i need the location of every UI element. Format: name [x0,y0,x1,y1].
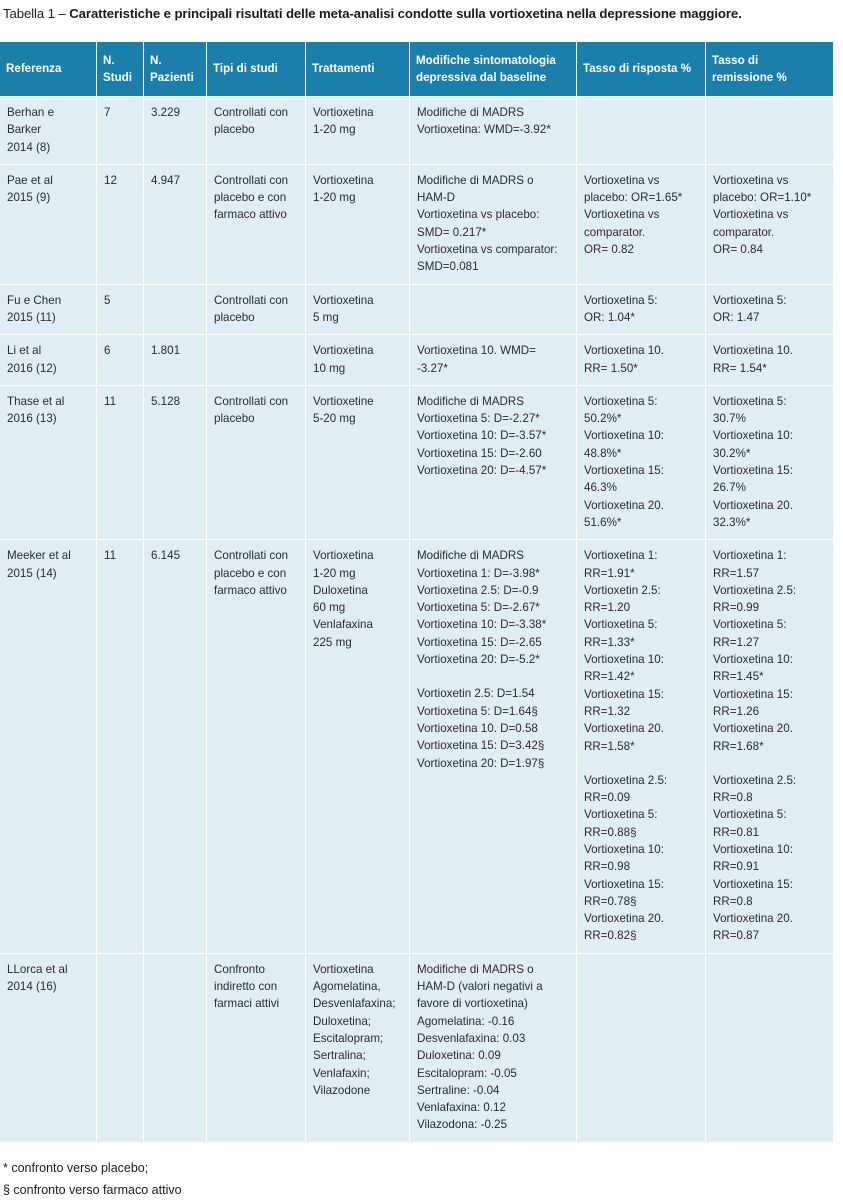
cell-line: Vortioxetina 5: [584,618,658,632]
cell-line: Meeker et al [7,549,71,563]
cell-line: RR=1.58* [584,739,635,753]
cell-line: RR=0.88§ [584,825,637,839]
cell-line: Vortioxetine [313,394,374,408]
cell-line: placebo: OR=1.65* [584,191,683,205]
cell-tipi-di-studi [206,334,305,385]
cell-line: Vortioxetina [313,344,374,358]
cell-line: Vortioxetina 10: [584,429,664,443]
cell-line: 51.6%* [584,515,622,529]
cell-line: OR: 1.04* [584,310,635,324]
cell-n-studi [96,385,143,539]
cell-modifiche-sintomatologia [409,164,576,284]
cell-tasso-di-risposta [576,96,705,164]
cell-line: Vortioxetina 10: [713,429,793,443]
cell-line: Vortioxetina 20. [584,722,664,736]
cell-line: RR=0.87 [713,929,760,943]
cell-tipi-di-studi [206,284,305,335]
cell-line: Vortioxetina 10. WMD= [417,344,536,358]
cell-referenza [0,539,96,953]
cell-tasso-di-remissione [705,96,833,164]
cell-line: Vortioxetina 10: [713,842,793,856]
cell-line: Vortioxetina 15: [713,464,793,478]
cell-line: Controllati con [214,394,289,408]
header-text: Tasso di risposta % [583,62,692,76]
table-row [0,334,833,385]
cell-line: Vortioxetina 2.5: [713,773,797,787]
cell-line: Li et al [7,344,42,358]
cell-line: Fu e Chen [7,293,62,307]
cell-line: 2016 (13) [7,412,57,426]
cell-trattamenti [305,334,409,385]
cell-line: Controllati con [214,549,289,563]
cell-line: RR=0.81 [713,825,760,839]
header-text: Tasso di [712,53,759,67]
cell-referenza [0,164,96,284]
cell-line: 1-20 mg [313,191,356,205]
header-modifiche-sintomatologia [409,42,576,96]
cell-line: Vortioxetina 5: [584,394,658,408]
cell-line: Duloxetina; [313,1014,372,1028]
cell-line: SMD=0.081 [417,260,479,274]
cell-line: 225 mg [313,635,352,649]
header-text: Pazienti [150,71,194,84]
cell-line: Vortioxetina 10: [584,842,664,856]
cell-line: Vortioxetina 5: [713,618,787,632]
cell-line: RR=1.57 [713,566,760,580]
cell-line: RR=0.91 [713,860,760,874]
cell-line: placebo [214,412,255,426]
cell-line: Sertraline: -0.04 [417,1083,500,1097]
cell-line: Barker [7,123,42,137]
cell-line: RR=0.82§ [584,929,637,943]
cell-line: RR=1.20 [584,601,631,615]
header-row [0,42,833,96]
header-text: Modifiche sintomatologia [416,53,556,67]
table-row [0,284,833,335]
header-text: N. [150,53,162,67]
cell-line: 1.801 [151,344,181,358]
cell-line: Vortioxetina 20: D=-4.57* [417,464,547,478]
cell-n-pazienti [143,953,206,1142]
cell-line: Vortioxetina vs comparator: [417,243,558,257]
cell-line: Controllati con [214,173,289,187]
cell-line: 5 mg [313,310,339,324]
cell-line: RR=1.27 [713,635,760,649]
header-tipi-di-studi [206,42,305,96]
cell-tipi-di-studi [206,164,305,284]
cell-line: Vortioxetina 20: D=-5.2* [417,653,540,667]
cell-line: RR=1.91* [584,566,635,580]
cell-modifiche-sintomatologia [409,953,576,1142]
cell-modifiche-sintomatologia [409,539,576,953]
cell-line: Vortioxetina 2.5: [584,773,668,787]
cell-tasso-di-risposta [576,953,705,1142]
cell-line: RR=1.33* [584,635,635,649]
cell-line: Vortioxetina 15: D=3.42§ [417,739,545,753]
cell-line: Vortioxetina 5: D=-2.67* [417,601,540,615]
cell-line: Vortioxetina 10: D=-3.57* [417,429,547,443]
cell-line: HAM-D [417,191,455,205]
cell-line: Vortioxetin 2.5: D=1.54 [417,687,535,701]
cell-line: 2015 (11) [7,310,56,324]
cell-line: 50.2%* [584,412,622,426]
cell-line: Vortioxetina 10. [584,344,664,358]
cell-tipi-di-studi [206,385,305,539]
cell-line: Vortioxetina 2.5: [713,583,797,597]
cell-line: Vortioxetina [313,549,374,563]
cell-line: Venlafaxin; [313,1066,370,1080]
cell-line: Confronto [214,962,265,976]
cell-line: Vortioxetina [313,106,374,119]
header-text: Studi [103,71,132,84]
cell-line: Vortioxetina 20. [713,498,793,512]
cell-line: RR=0.8 [713,791,753,805]
cell-line: Modifiche di MADRS [417,106,524,119]
cell-tasso-di-risposta [576,284,705,335]
cell-line: RR=1.42* [584,670,635,684]
cell-line: 60 mg [313,601,346,615]
cell-line: HAM-D (valori negativi a [417,980,543,994]
table-row [0,164,833,284]
cell-line: RR=1.26 [713,704,760,718]
cell-line: RR=1.45* [713,670,764,684]
cell-line: 46.3% [584,481,617,495]
cell-line: Agomelatina, [313,980,381,994]
cell-line: RR=1.68* [713,739,764,753]
header-tasso-di-remissione [705,42,833,96]
cell-line: Vilazodone [313,1083,371,1097]
header-text: remissione % [712,71,787,84]
cell-modifiche-sintomatologia [409,334,576,385]
cell-tasso-di-risposta [576,385,705,539]
cell-line: Vortioxetina 10: D=-3.38* [417,618,547,632]
cell-line: favore di vortioxetina) [417,997,528,1011]
header-referenza [0,42,96,96]
cell-referenza [0,334,96,385]
cell-line: Venlafaxina [313,618,373,632]
cell-line: placebo e con [214,566,287,580]
cell-referenza [0,385,96,539]
cell-line: Vortioxetina 5: D=-2.27* [417,412,540,426]
cell-line: Desvenlafaxina: 0.03 [417,1031,526,1045]
cell-line: 1-20 mg [313,566,356,580]
table-row [0,385,833,539]
cell-line: 5.128 [151,394,181,408]
cell-line: 32.3%* [713,515,751,529]
cell-line: 5 [104,293,111,307]
cell-line: Vortioxetina 10. [713,344,793,358]
cell-line: LLorca et al [7,962,68,976]
cell-line: 2016 (12) [7,361,57,375]
cell-line: comparator. [584,225,646,239]
cell-line: Vortioxetina 20. [713,722,793,736]
cell-line: Vortioxetina 10. D=0.58 [417,721,538,735]
cell-line: Controllati con [214,106,289,119]
cell-line: Pae et al [7,173,53,187]
cell-line: OR: 1.47 [713,310,760,324]
cell-line: comparator. [713,225,775,239]
cell-line: Modifiche di MADRS [417,394,524,408]
cell-referenza [0,953,96,1142]
cell-modifiche-sintomatologia [409,96,576,164]
cell-line: Vortioxetina 1: D=-3.98* [417,566,540,580]
cell-line: RR=0.98 [584,860,631,874]
cell-line: Vortioxetina [313,293,374,307]
cell-line: Vortioxetina vs [713,173,789,187]
cell-line: Vortioxetina [313,962,374,976]
cell-line: 30.2%* [713,446,751,460]
caption-prefix: Tabella 1 – [3,6,70,21]
cell-line: Vortioxetina 15: D=-2.60 [417,446,542,460]
cell-line: Vortioxetina 5: [584,808,658,822]
cell-line: 2015 (9) [7,191,51,205]
table-row [0,539,833,953]
cell-n-pazienti [143,96,206,164]
cell-line: 1-20 mg [313,123,356,137]
cell-line: Vortioxetina vs [713,208,789,222]
cell-line: Vortioxetina 5: [713,808,787,822]
cell-tipi-di-studi [206,539,305,953]
cell-line: RR=0.09 [584,791,631,805]
cell-line: 10 mg [313,361,346,375]
cell-line: 26.7% [713,481,746,495]
cell-tipi-di-studi [206,96,305,164]
cell-line: Thase et al [7,394,65,408]
header-text: depressiva dal baseline [416,71,547,84]
cell-line: Vortioxetina 5: [713,293,787,307]
cell-line: 2015 (14) [7,566,57,580]
cell-line: OR= 0.84 [713,243,763,257]
cell-tasso-di-risposta [576,334,705,385]
cell-line: Vortioxetina 15: [713,687,793,701]
cell-n-pazienti [143,164,206,284]
header-text: N. [103,53,115,67]
cell-n-studi [96,953,143,1142]
cell-line: Vortioxetina 5: [713,394,787,408]
cell-line: Vortioxetina 20. [713,912,793,926]
cell-line: 11 [104,549,117,563]
cell-line: -3.27* [417,361,448,375]
cell-line: Vortioxetina [313,173,374,187]
cell-trattamenti [305,284,409,335]
cell-line: Modifiche di MADRS [417,549,524,563]
cell-line: farmaco attivo [214,208,287,222]
cell-line: Vortioxetina 15: [584,464,664,478]
cell-line: 2014 (8) [7,140,51,154]
cell-line: Duloxetina [313,583,368,597]
cell-line: Vortioxetina 1: [713,549,787,563]
cell-line: Vortioxetin 2.5: [584,583,661,597]
cell-line: Modifiche di MADRS o [417,173,534,187]
cell-trattamenti [305,96,409,164]
cell-line: Vortioxetina 15: D=-2.65 [417,635,542,649]
cell-referenza [0,96,96,164]
cell-modifiche-sintomatologia [409,284,576,335]
cell-line: Controllati con [214,293,289,307]
cell-line: Escitalopram; [313,1031,384,1045]
cell-line: RR=0.99 [713,601,760,615]
cell-line: Vortioxetina vs [584,208,660,222]
cell-n-pazienti [143,284,206,335]
cell-line: 12 [104,173,117,187]
header-trattamenti [305,42,409,96]
cell-line: placebo e con [214,191,287,205]
line-spacer [417,668,570,685]
footnote-active-drug: § confronto verso farmaco attivo [3,1183,182,1197]
cell-line: 6.145 [151,549,181,563]
cell-line: 3.229 [151,106,181,119]
header-text: Referenza [6,62,62,76]
cell-line: RR=0.78§ [584,894,637,908]
cell-line: farmaco attivo [214,583,287,597]
table-caption [3,6,843,21]
table-row [0,96,833,164]
cell-tasso-di-risposta [576,164,705,284]
cell-tasso-di-remissione [705,334,833,385]
cell-n-pazienti [143,539,206,953]
header-n-studi [96,42,143,96]
cell-trattamenti [305,953,409,1142]
cell-trattamenti [305,385,409,539]
cell-n-studi [96,334,143,385]
cell-line: RR= 1.54* [713,361,767,375]
cell-n-studi [96,96,143,164]
cell-line: Vortioxetina vs placebo: [417,208,540,222]
cell-line: Duloxetina: 0.09 [417,1049,501,1063]
cell-line: Vortioxetina 2.5: D=-0.9 [417,583,539,597]
cell-line: farmaci attivi [214,997,280,1011]
header-n-pazienti [143,42,206,96]
header-tasso-di-risposta [576,42,705,96]
cell-n-pazienti [143,334,206,385]
cell-line: Vortioxetina 20: D=1.97§ [417,756,545,770]
cell-line: Vilazodona: -0.25 [417,1118,508,1132]
cell-n-pazienti [143,385,206,539]
cell-line: OR= 0.82 [584,243,634,257]
cell-line: Vortioxetina 20. [584,498,664,512]
cell-tipi-di-studi [206,953,305,1142]
cell-line: Sertralina; [313,1049,366,1063]
cell-tasso-di-remissione [705,539,833,953]
cell-line: Venlafaxina: 0.12 [417,1101,506,1115]
header-text: Tipi di studi [213,62,278,76]
cell-tasso-di-remissione [705,953,833,1142]
cell-line: Vortioxetina 5: [584,293,658,307]
header-text: Trattamenti [312,62,375,76]
cell-line: 2014 (16) [7,980,57,994]
cell-tasso-di-remissione [705,164,833,284]
cell-line: 4.947 [151,173,181,187]
cell-line: Vortioxetina vs [584,173,660,187]
cell-line: Vortioxetina 10: [584,653,664,667]
cell-line: Berhan e [7,106,55,119]
cell-line: placebo: OR=1.10* [713,191,812,205]
cell-trattamenti [305,539,409,953]
cell-line: Vortioxetina: WMD=-3.92* [417,123,551,137]
cell-line: SMD= 0.217* [417,225,487,239]
line-spacer [713,755,827,772]
cell-line: Desvenlafaxina; [313,997,396,1011]
cell-trattamenti [305,164,409,284]
cell-line: Vortioxetina 10: [713,653,793,667]
cell-line: 5-20 mg [313,412,356,426]
cell-line: Vortioxetina 5: D=1.64§ [417,704,538,718]
cell-n-studi [96,539,143,953]
cell-line: Vortioxetina 1: [584,549,658,563]
cell-line: Vortioxetina 15: [713,877,793,891]
caption-title: Caratteristiche e principali risultati delle meta-analisi condotte sulla vortioxetina nella depressione maggiore. [69,6,742,21]
cell-tasso-di-remissione [705,385,833,539]
cell-line: Modifiche di MADRS o [417,962,534,976]
cell-tasso-di-remissione [705,284,833,335]
cell-n-studi [96,284,143,335]
cell-line: indiretto con [214,980,278,994]
cell-line: RR=1.32 [584,704,631,718]
cell-line: placebo [214,310,255,324]
footnote-placebo: * confronto verso placebo; [3,1161,149,1175]
cell-line: RR= 1.50* [584,361,638,375]
footnotes [3,1157,182,1201]
cell-line: 11 [104,394,117,408]
cell-n-studi [96,164,143,284]
meta-analysis-table [0,42,833,1142]
cell-line: 7 [104,106,111,119]
table-row [0,953,833,1142]
cell-line: 48.8%* [584,446,622,460]
line-spacer [584,755,699,772]
cell-line: 6 [104,344,111,358]
cell-line: Vortioxetina 20. [584,912,664,926]
cell-line: RR=0.8 [713,894,753,908]
cell-modifiche-sintomatologia [409,385,576,539]
cell-line: Escitalopram: -0.05 [417,1066,517,1080]
cell-line: Agomelatina: -0.16 [417,1014,515,1028]
cell-referenza [0,284,96,335]
cell-line: placebo [214,123,255,137]
cell-line: 30.7% [713,412,746,426]
cell-tasso-di-risposta [576,539,705,953]
table-body [0,96,833,1142]
cell-line: Vortioxetina 15: [584,687,664,701]
cell-line: Vortioxetina 15: [584,877,664,891]
